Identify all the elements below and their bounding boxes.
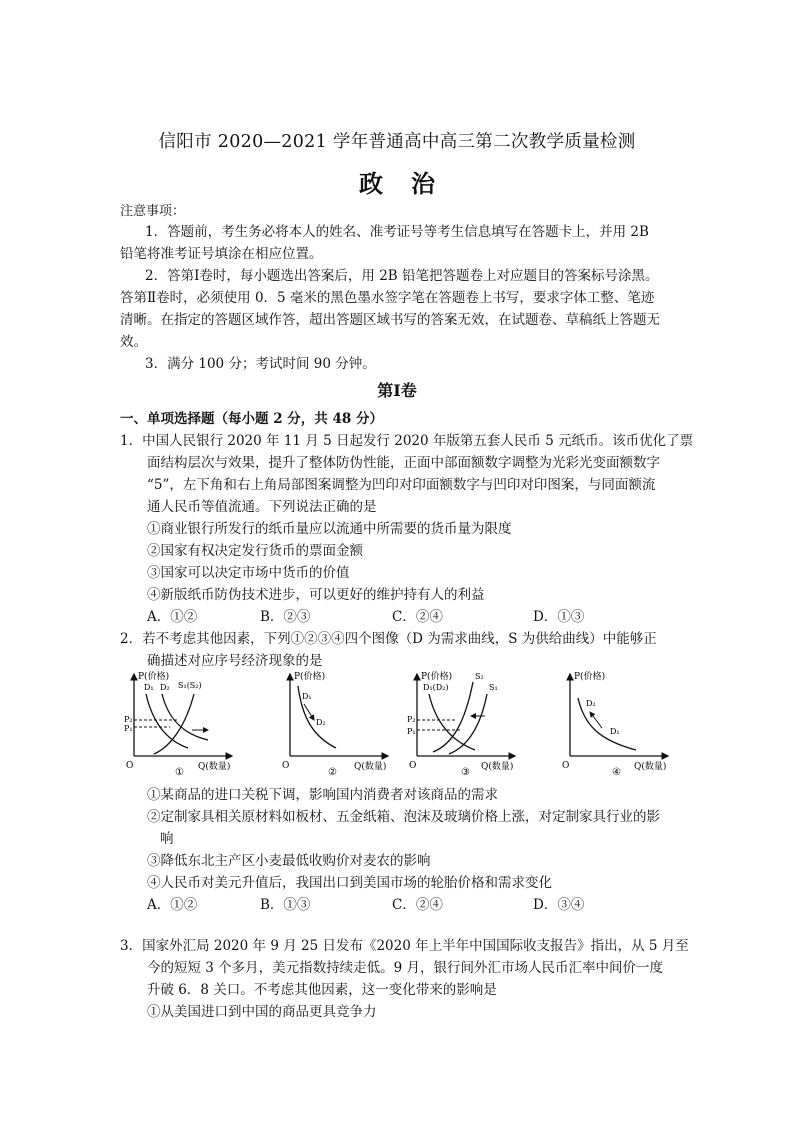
q1-item: ③国家可以决定市场中货币的价值 [147,565,350,581]
d2-label: D₂ [586,699,596,708]
supply-curve [154,694,194,754]
p2-label: P₂ [407,715,416,724]
notice-line: 3．满分 100 分；考试时间 90 分钟。 [145,356,376,372]
notice-line: 效。 [120,334,147,350]
notice-line: 铅笔将准考证号填涂在相应位置。 [120,246,323,262]
d-label: D₁(D₂) [423,683,449,692]
q2-option-d: D．③④ [533,897,585,913]
q1-stem-line: 面结构层次与效果，提升了整体防伪性能，正面中部面额数字调整为光彩光变面额数字 [147,455,660,471]
graph-4-number: ④ [612,767,621,778]
origin-label: O [126,761,134,771]
graph-1 [120,668,240,780]
q-axis-label: Q(数量) [198,762,231,772]
q1-option-a: A．①② [147,609,198,625]
s2-label: S₂ [475,672,484,681]
graph-2-number: ② [328,767,337,778]
q1-item: ①商业银行所发行的纸币量应以流通中所需要的货币量为限度 [147,521,512,537]
notice-line: 答第Ⅱ卷时，必须使用 0．5 毫米的黑色墨水签字笔在答题卷上书写，要求字体工整、笔迹 [120,290,655,306]
q2-option-c: C．②④ [392,897,443,913]
q1-option-c: C．②④ [392,609,443,625]
q2-stem-line: 2．若不考虑其他因素，下列①②③④四个图像（D 为需求曲线，S 为供给曲线）中能够正 [120,631,657,647]
movement-arrow [304,704,314,720]
d2-label: D₂ [316,718,326,727]
p-axis-label: P(价格) [294,672,326,682]
graph-1-number: ① [175,767,184,778]
q1-options [147,608,627,626]
origin-label: O [562,761,570,771]
d1-label: D₁ [610,727,620,736]
q2-item: ③降低东北主产区小麦最低收购价对麦农的影响 [147,853,431,869]
graph-3-number: ③ [461,767,470,778]
q2-stem-line: 确描述对应序号经济现象的是 [147,653,323,669]
graph-4 [556,668,676,780]
q2-option-a: A．①② [147,897,198,913]
graph-3 [403,668,523,780]
exam-title: 信阳市 2020—2021 学年普通高中高三第二次教学质量检测 [158,132,636,152]
notice-heading: 注意事项： [120,204,186,219]
notice-line: 1．答题前，考生务必将本人的姓名、准考证号等考生信息填写在答题卡上，并用 2B [145,224,649,240]
q1-item: ④新版纸币防伪技术进步，可以更好的维护持有人的利益 [147,587,485,603]
origin-label: O [282,761,290,771]
p1-label: P₁ [124,724,133,733]
s1-label: S₁ [489,683,498,692]
q2-item: ①某商品的进口关税下调，影响国内消费者对该商品的需求 [147,787,498,803]
q3-stem-line: 3．国家外汇局 2020 年 9 月 25 日发布《2020 年上半年中国国际收支报告》指出，从 5 月至 [120,938,689,954]
section-title: 第Ⅰ卷 [377,381,417,400]
graph-2 [276,668,396,780]
q-axis-label: Q(数量) [481,762,514,772]
q2-item: ②定制家具相关原材料如板材、五金纸箱、泡沫及玻璃价格上涨，对定制家具行业的影 [147,809,660,825]
demand-curve-d2 [162,694,208,740]
notice-line: 2．答第Ⅰ卷时，每小题选出答案后，用 2B 铅笔把答题卷上对应题目的答案标号涂黑。 [145,268,659,284]
notice-line: 清晰。在指定的答题区域作答，超出答题区域书写的答案无效，在试题卷、草稿纸上答题无 [120,312,660,328]
supply-label: S₁(S₂) [178,681,202,690]
p-axis-label: P(价格) [138,672,170,682]
p2-label: P₂ [124,715,133,724]
q1-stem-line: 通人民币等值流通。下列说法正确的是 [147,499,377,515]
q2-item: 响 [160,831,174,847]
q1-stem-line: 1．中国人民银行 2020 年 11 月 5 日起发行 2020 年版第五套人民币 5 元纸币。该币优化了票 [120,433,694,449]
d2-label: D₂ [160,683,170,692]
d1-label: D₁ [144,683,154,692]
q1-stem-line: “5”，左下角和右上角局部图案调整为凹印对印面额数字与凹印对印图案，与同面额流 [147,477,656,493]
q-axis-label: Q(数量) [634,762,667,772]
subject-title: 政治 [359,169,463,198]
q1-item: ②国家有权决定发行货币的票面金额 [147,543,363,559]
p-axis-label: P(价格) [421,672,453,682]
q1-option-d: D．①③ [533,609,585,625]
q3-stem-line: 今的短短 3 个多月，美元指数持续走低。9 月，银行间外汇市场人民币汇率中间价一度 [147,960,664,976]
p1-label: P₁ [407,727,416,736]
q-axis-label: Q(数量) [354,762,387,772]
q2-options [147,896,627,914]
p-axis-label: P(价格) [574,672,606,682]
q2-item: ④人民币对美元升值后，我国出口到美国市场的轮胎价格和需求变化 [147,875,552,891]
q1-option-b: B．②③ [260,609,311,625]
q2-option-b: B．①③ [260,897,311,913]
d1-label: D₁ [302,692,312,701]
part-heading: 一、单项选择题（每小题 2 分，共 48 分） [120,411,383,427]
origin-label: O [409,761,417,771]
demand-curve-d1 [146,694,188,748]
movement-arrow [590,712,602,728]
q3-item: ①从美国进口到中国的商品更具竞争力 [147,1004,377,1020]
q3-stem-line: 升破 6．8 关口。不考虑其他因素，这一变化带来的影响是 [147,982,497,998]
